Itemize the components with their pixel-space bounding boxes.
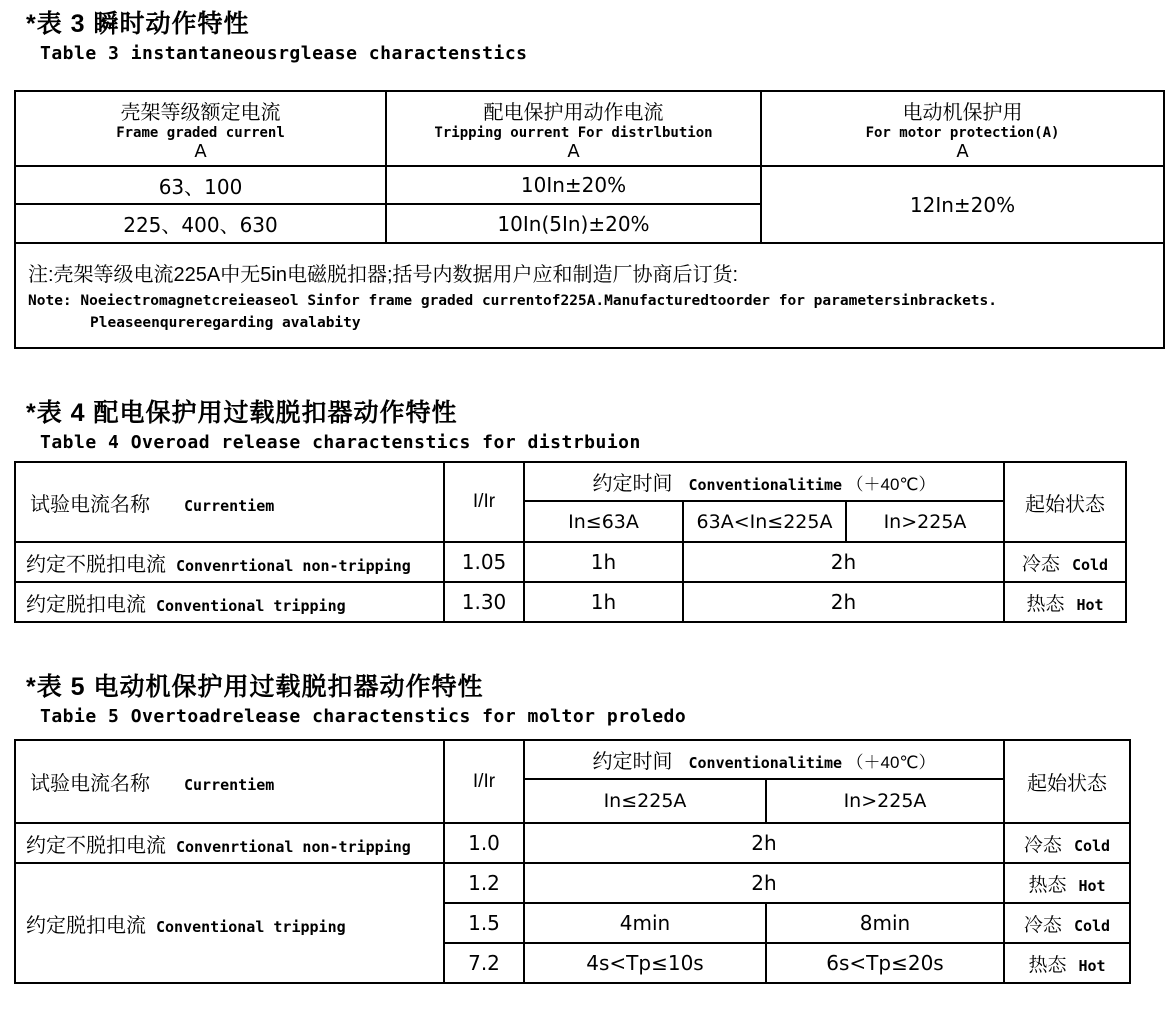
table3-frame-value-1: 63、100	[15, 166, 386, 204]
table5-header-time-temp: （＋40℃）	[846, 753, 936, 772]
table5-row-non-tripping	[15, 823, 1130, 863]
table3-header-motor	[761, 91, 1164, 166]
table5-time-4min: 4min	[524, 903, 766, 943]
table4-header-time-en: Conventionalitime	[688, 476, 843, 494]
table4-header-test-current	[15, 462, 444, 542]
table4-header-conventional-time	[524, 462, 1004, 501]
table5-header-test-zh: 试验电流名称	[30, 773, 150, 795]
table5-ratio-2: 1.2	[444, 863, 524, 903]
table3-title-zh: *表 3 瞬时动作特性	[26, 10, 250, 38]
table5-ratio-3: 1.5	[444, 903, 524, 943]
table4-title-en: Table 4 Overoad release charactenstics for distrbuion	[40, 432, 641, 453]
table3-header-tripping-unit: A	[567, 140, 580, 162]
table4-label-non-tripping-en: Convenrtional non-tripping	[176, 556, 411, 575]
table5-header-conventional-time	[524, 740, 1004, 779]
table4-time-2h-1: 2h	[683, 542, 1004, 582]
table3-note-row	[15, 243, 1164, 348]
table3-tripping-value-2: 10In(5In)±20%	[386, 204, 761, 243]
table4-state-cold-zh: 冷态	[1021, 553, 1060, 575]
table5-header-time-en: Conventionalitime	[688, 754, 843, 772]
table4-header-initial-state: 起始状态	[1004, 462, 1126, 542]
table5-state-3-en: Cold	[1073, 916, 1111, 935]
table5-state-2	[1004, 863, 1130, 903]
table4-state-hot-zh: 热态	[1026, 593, 1065, 615]
table4-header-ratio: I/Ir	[444, 462, 524, 542]
table4-label-tripping-zh: 约定脱扣电流	[26, 593, 146, 616]
table5-time-2h-1: 2h	[524, 823, 1004, 863]
table5-header-time-zh: 约定时间	[592, 751, 673, 773]
table5-label-non-tripping	[15, 823, 444, 863]
table4-time-2h-2: 2h	[683, 582, 1004, 622]
table3-row-1	[15, 166, 1164, 204]
table4-title-zh: *表 4 配电保护用过载脱扣器动作特性	[26, 399, 458, 427]
table5-state-1	[1004, 823, 1130, 863]
table5-header-row-1	[15, 740, 1130, 779]
table3-note-zh: 注:壳架等级电流225A中无5in电磁脱扣器;括号内数据用户应和制造厂协商后订货:	[28, 263, 739, 286]
table4-label-non-tripping-zh: 约定不脱扣电流	[26, 553, 166, 576]
table5-overload-release-motor	[14, 739, 1131, 984]
table5-state-2-en: Hot	[1078, 876, 1106, 895]
table3-header-tripping-en: Tripping ourrent For distrlbution	[434, 124, 713, 141]
table3-motor-value: 12In±20%	[761, 166, 1164, 243]
table4-overload-release-distribution	[14, 461, 1127, 623]
table5-state-3	[1004, 903, 1130, 943]
table4-subheader-le63: In≤63A	[524, 501, 683, 542]
table5-label-non-tripping-en: Convenrtional non-tripping	[176, 837, 411, 856]
table3-instantaneous-release	[14, 90, 1165, 349]
table5-state-4-zh: 热态	[1028, 954, 1067, 976]
table5-state-1-zh: 冷态	[1023, 834, 1062, 856]
table5-state-4	[1004, 943, 1130, 983]
table5-subheader-le225: In≤225A	[524, 779, 766, 823]
table4-time-1h-2: 1h	[524, 582, 683, 622]
table5-ratio-4: 7.2	[444, 943, 524, 983]
table5-header-initial-state: 起始状态	[1004, 740, 1130, 823]
table3-header-motor-unit: A	[956, 140, 969, 162]
table4-header-test-zh: 试验电流名称	[30, 493, 150, 516]
table4-row-non-tripping	[15, 542, 1126, 582]
table3-frame-value-2: 225、400、630	[15, 204, 386, 243]
table3-header-tripping-zh: 配电保护用动作电流	[483, 101, 664, 124]
table4-label-tripping	[15, 582, 444, 622]
table4-subheader-63to225: 63A<In≤225A	[683, 501, 846, 542]
table4-ratio-2: 1.30	[444, 582, 524, 622]
table5-header-test-current	[15, 740, 444, 823]
table3-header-motor-zh: 电动机保护用	[902, 101, 1023, 124]
table5-time-tp20: 6s<Tp≤20s	[766, 943, 1004, 983]
table4-header-row-1	[15, 462, 1126, 501]
table4-header-time-zh: 约定时间	[592, 473, 673, 495]
table4-header-time-temp: （＋40℃）	[846, 475, 936, 494]
table3-header-motor-en: For motor protection(A)	[865, 124, 1060, 141]
table5-state-2-zh: 热态	[1028, 874, 1067, 896]
table3-title-en: Table 3 instantaneousrglease charactenstics	[40, 43, 528, 64]
table5-ratio-1: 1.0	[444, 823, 524, 863]
table4-ratio-1: 1.05	[444, 542, 524, 582]
table3-header-frame-zh: 壳架等级额定电流	[120, 101, 281, 124]
table3-tripping-value-1: 10In±20%	[386, 166, 761, 204]
table4-state-cold-en: Cold	[1071, 555, 1109, 574]
table4-header-test-en: Currentiem	[184, 496, 275, 515]
table5-state-3-zh: 冷态	[1023, 914, 1062, 936]
table5-header-ratio: I/Ir	[444, 740, 524, 823]
table5-label-tripping	[15, 863, 444, 983]
table3-note-en-line2: Pleaseenqureregarding avalabity	[90, 314, 361, 331]
table5-header-test-en: Currentiem	[184, 776, 275, 794]
table4-state-hot-en: Hot	[1076, 595, 1104, 614]
table4-label-non-tripping	[15, 542, 444, 582]
table5-row-tripping-1	[15, 863, 1130, 903]
table5-time-8min: 8min	[766, 903, 1004, 943]
table4-subheader-gt225: In>225A	[846, 501, 1004, 542]
table4-label-tripping-en: Conventional tripping	[156, 596, 346, 615]
table3-header-row	[15, 91, 1164, 166]
table4-state-cold	[1004, 542, 1126, 582]
table3-note-en-line1: Note: Noeiectromagnetcreieaseol Sinfor frame graded currentof225A.Manufacturedtoorder for parametersinbrackets.	[28, 292, 998, 309]
table4-state-hot	[1004, 582, 1126, 622]
table4-time-1h-1: 1h	[524, 542, 683, 582]
table5-title-zh: *表 5 电动机保护用过载脱扣器动作特性	[26, 673, 484, 701]
table3-note-cell	[15, 243, 1164, 348]
table5-title-en: Tabie 5 Overtoadrelease charactenstics for moltor proledo	[40, 706, 687, 727]
table5-label-tripping-en: Conventional tripping	[156, 917, 346, 936]
table3-header-frame-unit: A	[194, 140, 207, 162]
table3-header-tripping	[386, 91, 761, 166]
table5-time-2h-2: 2h	[524, 863, 1004, 903]
table5-subheader-gt225: In>225A	[766, 779, 1004, 823]
table4-row-tripping	[15, 582, 1126, 622]
table5-state-1-en: Cold	[1073, 836, 1111, 855]
table3-header-frame	[15, 91, 386, 166]
table5-time-tp10: 4s<Tp≤10s	[524, 943, 766, 983]
table5-state-4-en: Hot	[1078, 956, 1106, 975]
table5-label-tripping-zh: 约定脱扣电流	[26, 914, 146, 937]
table3-header-frame-en: Frame graded currenl	[116, 124, 285, 141]
table5-label-non-tripping-zh: 约定不脱扣电流	[26, 834, 166, 857]
